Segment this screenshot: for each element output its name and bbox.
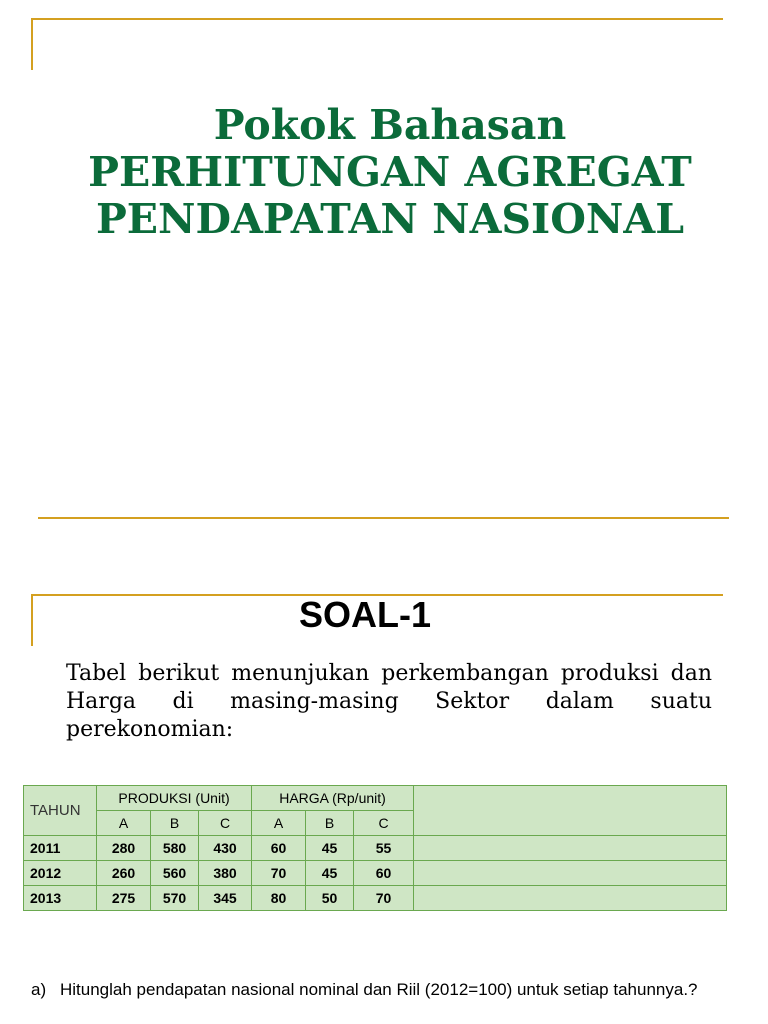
year-cell: 2013 xyxy=(24,886,97,911)
table-cell: 560 xyxy=(151,861,199,886)
table-row xyxy=(24,886,727,911)
slide1-bottom-rule xyxy=(38,517,729,519)
slide1-left-rule xyxy=(31,18,33,70)
sub-header: A xyxy=(97,811,151,836)
title-line-1: Pokok Bahasan xyxy=(213,101,567,149)
title-line-3: PENDAPATAN NASIONAL xyxy=(95,195,685,243)
intro-paragraph: Tabel berikut menunjukan perkembangan produksi dan Harga di masing-masing Sektor dalam suatu perekonomian: xyxy=(66,661,712,742)
sub-header: C xyxy=(354,811,414,836)
table-cell: 45 xyxy=(306,836,354,861)
table-cell: 70 xyxy=(354,886,414,911)
slide2-left-rule xyxy=(31,594,33,646)
soal-heading: SOAL-1 xyxy=(298,594,431,635)
harga-header: HARGA (Rp/unit) xyxy=(252,786,414,811)
table-cell: 50 xyxy=(306,886,354,911)
table-row xyxy=(24,836,727,861)
empty-cell xyxy=(414,836,727,861)
question-label: a) xyxy=(31,980,47,999)
table-cell: 60 xyxy=(354,861,414,886)
empty-cell xyxy=(414,886,727,911)
slide1-top-rule xyxy=(31,18,723,20)
sub-header: C xyxy=(199,811,252,836)
sub-header: B xyxy=(306,811,354,836)
table-cell: 275 xyxy=(97,886,151,911)
production-price-table xyxy=(23,785,727,911)
table-cell: 70 xyxy=(252,861,306,886)
table-cell: 260 xyxy=(97,861,151,886)
produksi-header: PRODUKSI (Unit) xyxy=(97,786,252,811)
slide-title xyxy=(40,102,740,243)
table-cell: 45 xyxy=(306,861,354,886)
year-cell: 2011 xyxy=(24,836,97,861)
sub-header: B xyxy=(151,811,199,836)
sub-header: A xyxy=(252,811,306,836)
empty-header-cell xyxy=(414,786,727,836)
empty-cell xyxy=(414,861,727,886)
table-cell: 430 xyxy=(199,836,252,861)
table-cell: 80 xyxy=(252,886,306,911)
table-cell: 570 xyxy=(151,886,199,911)
tahun-header: TAHUN xyxy=(24,786,97,836)
table-cell: 580 xyxy=(151,836,199,861)
question-text: Hitunglah pendapatan nasional nominal dan Riil (2012=100) untuk setiap tahunnya.? xyxy=(60,980,698,999)
table-cell: 60 xyxy=(252,836,306,861)
table-header-row xyxy=(24,786,727,811)
year-cell: 2012 xyxy=(24,861,97,886)
title-line-2: PERHITUNGAN AGREGAT xyxy=(88,148,692,196)
table-cell: 280 xyxy=(97,836,151,861)
table-cell: 345 xyxy=(199,886,252,911)
table-row xyxy=(24,861,727,886)
question-a xyxy=(31,978,723,1001)
table-cell: 55 xyxy=(354,836,414,861)
table-cell: 380 xyxy=(199,861,252,886)
